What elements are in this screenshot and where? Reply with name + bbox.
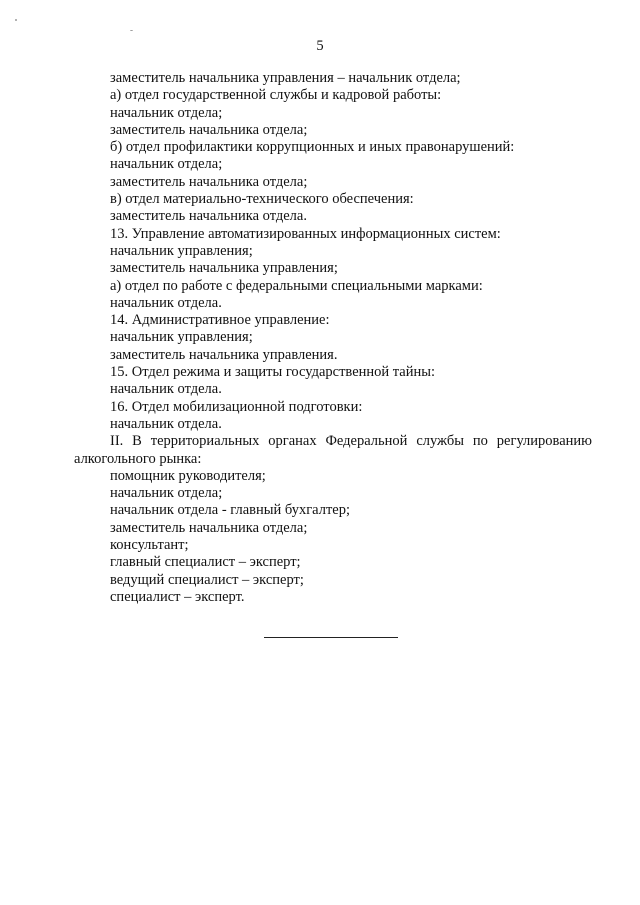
- text-line: в) отдел материально-технического обеспечения:: [110, 191, 414, 208]
- text-line: специалист – эксперт.: [110, 588, 245, 605]
- text-line: б) отдел профилактики коррупционных и иных правонарушений:: [110, 139, 515, 156]
- text-line: заместитель начальника управления;: [110, 260, 338, 277]
- text-line: начальник отдела;: [110, 156, 223, 173]
- text-line: заместитель начальника управления.: [110, 346, 338, 363]
- end-rule: [264, 637, 398, 638]
- text-line: консультант;: [110, 537, 189, 554]
- scan-speck: [15, 19, 17, 21]
- text-line: начальник отдела - главный бухгалтер;: [110, 502, 351, 519]
- text-line: начальник отдела;: [110, 104, 223, 121]
- text-line: 13. Управление автоматизированных информационных систем:: [110, 225, 501, 242]
- text-line: заместитель начальника отдела;: [110, 519, 308, 536]
- text-line: заместитель начальника отдела;: [110, 121, 308, 138]
- text-line: а) отдел государственной службы и кадровой работы:: [110, 87, 442, 104]
- text-line: начальник управления;: [110, 329, 253, 346]
- text-line: 14. Административное управление:: [110, 312, 330, 329]
- text-line: начальник отдела.: [110, 294, 222, 311]
- text-line: заместитель начальника управления – начальник отдела;: [110, 70, 461, 86]
- text-line: 15. Отдел режима и защиты государственной тайны:: [110, 364, 436, 381]
- document-body: [74, 70, 592, 606]
- text-line: заместитель начальника отдела;: [110, 173, 308, 190]
- text-line: ведущий специалист – эксперт;: [110, 571, 304, 588]
- page-number: 5: [316, 38, 324, 54]
- text-line: начальник отдела.: [110, 381, 222, 398]
- text-line: 16. Отдел мобилизационной подготовки:: [110, 398, 363, 415]
- text-line: начальник управления;: [110, 242, 253, 259]
- text-line: заместитель начальника отдела.: [110, 208, 307, 225]
- section-heading: II. В территориальных органах Федеральной службы по регулированию алкогольного рынка:: [74, 433, 592, 467]
- text-line: а) отдел по работе с федеральными специальными марками:: [110, 277, 483, 294]
- text-line: начальник отдела;: [110, 485, 223, 502]
- scan-speck: [130, 30, 133, 31]
- text-line: помощник руководителя;: [110, 467, 266, 484]
- text-line: главный специалист – эксперт;: [110, 554, 301, 571]
- text-line: начальник отдела.: [110, 415, 222, 432]
